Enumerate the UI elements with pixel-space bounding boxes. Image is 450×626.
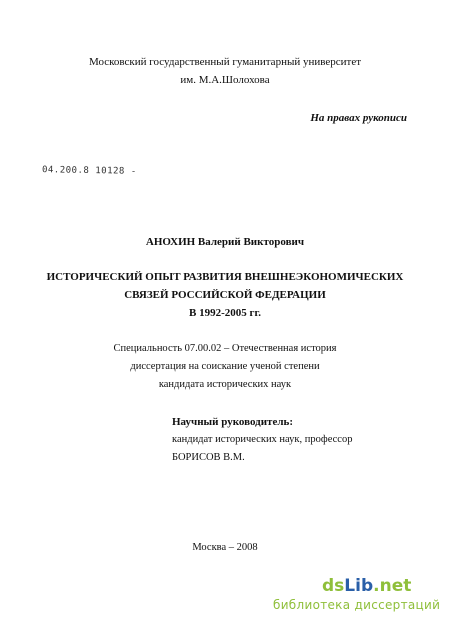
dslib-watermark-subtitle: библиотека диссертаций	[273, 598, 441, 612]
degree-purpose-line: диссертация на соискание ученой степени	[130, 361, 320, 372]
dissertation-title-line-3: В 1992-2005 гг.	[189, 307, 261, 319]
supervisor-degree: кандидат исторических наук, профессор	[172, 434, 353, 445]
supervisor-name: БОРИСОВ В.М.	[172, 452, 245, 463]
degree-name-line: кандидата исторических наук	[158, 379, 292, 390]
dissertation-title-line-2: СВЯЗЕЙ РОССИЙСКОЙ ФЕДЕРАЦИИ	[124, 289, 326, 301]
supervisor-heading: Научный руководитель:	[172, 416, 293, 428]
university-named-after: им. М.А.Шолохова	[180, 74, 270, 86]
university-name: Московский государственный гуманитарный университет	[88, 56, 362, 68]
dslib-watermark-logo: dsLib.net	[322, 576, 412, 596]
specialty-line: Специальность 07.00.02 – Отечественная история	[113, 343, 337, 354]
city-year: Москва – 2008	[192, 542, 258, 553]
dissertation-title-line-1: ИСТОРИЧЕСКИЙ ОПЫТ РАЗВИТИЯ ВНЕШНЕЭКОНОМИЧЕСКИХ	[46, 271, 404, 283]
manuscript-note: На правах рукописи	[310, 112, 407, 124]
library-stamp-number: 04.200.8 10128 -	[41, 165, 137, 177]
author-name: АНОХИН Валерий Викторович	[145, 236, 305, 248]
